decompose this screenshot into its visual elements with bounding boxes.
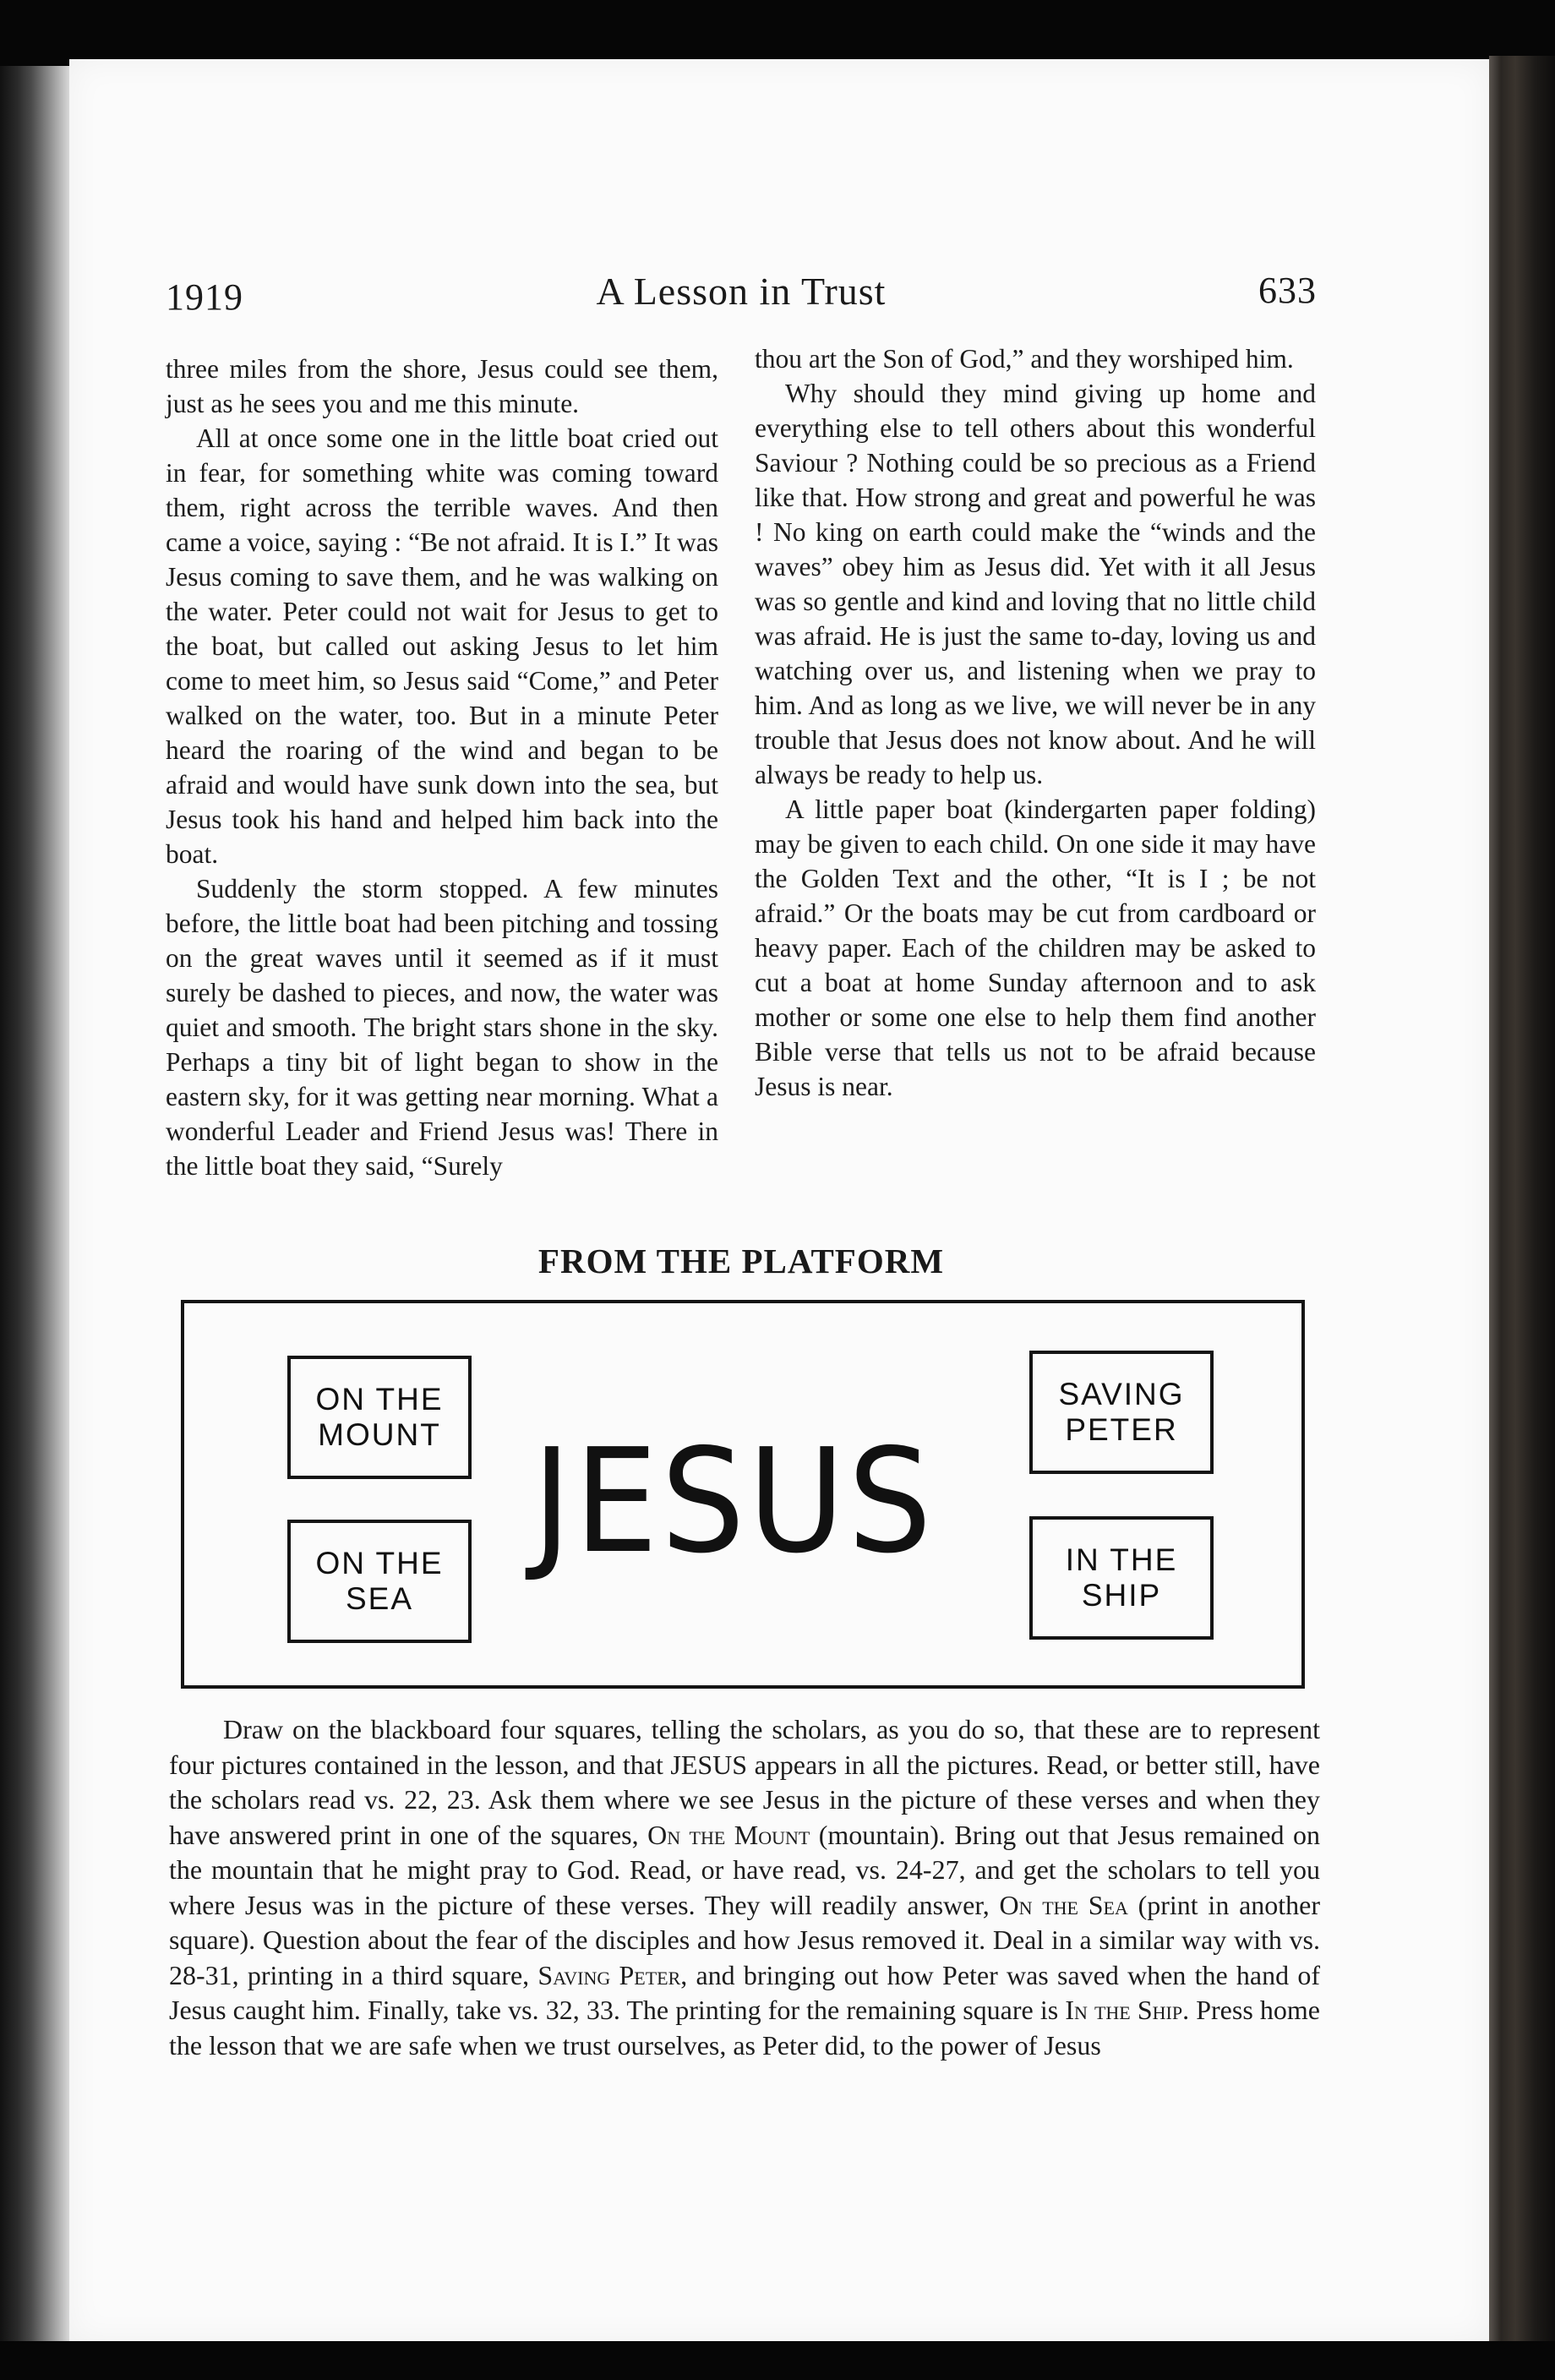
right-paragraph-1: thou art the Son of God,” and they worshiped him.: [755, 344, 1294, 374]
diagram-box-on-the-sea: [287, 1520, 472, 1643]
instructions-block: [169, 1712, 1320, 2063]
diagram-label-in-the-ship: IN THE SHIP: [1065, 1542, 1178, 1613]
left-paragraph-1: three miles from the shore, Jesus could see them, just as he sees you and me this minute.: [166, 354, 718, 418]
instructions-text-5: . Press home the lesson that we are safe when we trust ourselves, as Peter did, to the power of Jesus: [169, 1995, 1321, 2061]
book-binding-left-edge: [0, 66, 69, 2341]
running-head: [166, 269, 1317, 328]
diagram-box-on-the-mount: [287, 1356, 472, 1479]
instructions-paragraph: [169, 1712, 1320, 2063]
page-number: 633: [1258, 270, 1317, 311]
instructions-text-2: (mountain). Bring out that Jesus remained on the mountain that he might pray to God. Read, or have read, vs. 24-27, and get the scholars to tell you where Jesus was in the picture of these verses. They will readily answer,: [169, 1819, 1320, 1920]
right-paragraph-2: Why should they mind giving up home and everything else to tell others about this wonderful Saviour ? Nothing could be so precious as a Friend like that. How strong and great and powerful he was ! No king on earth could make the “winds and the waves” obey him as Jesus did. Yet with it all Jesus was so gentle and kind and loving that no little child was afraid. He is just the same to-day, loving us and watching over us, and listening when we pray to him. And as long as we live, we will never be in any trouble that Jesus does not know about. And he will always be ready to help us.: [755, 379, 1316, 789]
instructions-term-on-the-mount: On the Mount: [647, 1819, 810, 1850]
header-year: 1919: [166, 276, 243, 318]
instructions-term-saving-peter: Saving Peter: [537, 1959, 681, 1990]
right-paragraph-3: A little paper boat (kindergarten paper folding) may be given to each child. On one side it may have the Golden Text and the other, “It is I ; be not afraid.” Or the boats may be cut from cardboard or heavy paper. Each of the children may be asked to cut a boat at home Sunday afternoon and to ask mother or some one else to help them find another Bible verse that tells us not to be afraid because Jesus is near.: [755, 794, 1316, 1101]
scan-bottom-border: [0, 2341, 1555, 2380]
instructions-term-in-the-ship: In the Ship: [1065, 1995, 1183, 2025]
book-page-stack-right-edge: [1489, 56, 1555, 2341]
instructions-text-4: , and bringing out how Peter was saved when the hand of Jesus caught him. Finally, take vs. 32, 33. The printing for the remaining square is: [169, 1959, 1321, 2025]
header-title: A Lesson in Trust: [596, 270, 887, 313]
left-column: [166, 352, 718, 1183]
diagram-label-on-the-mount: ON THE MOUNT: [315, 1382, 444, 1452]
diagram-center-word: JESUS: [532, 1418, 936, 1586]
diagram-label-on-the-sea: ON THE SEA: [315, 1546, 444, 1616]
scan-top-border: [0, 0, 1555, 66]
left-paragraph-2: All at once some one in the little boat cried out in fear, for something white was coming toward them, right across the terrible waves. And then came a voice, saying : “Be not afraid. It is I.” It was Jesus coming to save them, and he was walking on the water. Peter could not wait for Jesus to get to the boat, but called out asking Jesus to let him come to meet him, so Jesus said “Come,” and Peter walked on the water, too. But in a minute Peter heard the roaring of the wind and began to be afraid and would have sunk down into the sea, but Jesus took his hand and helped him back into the boat.: [166, 423, 718, 869]
diagram-label-saving-peter: SAVING PETER: [1058, 1377, 1185, 1447]
blackboard-diagram: [181, 1300, 1305, 1689]
diagram-box-saving-peter: [1029, 1351, 1214, 1474]
right-column: [755, 341, 1316, 1104]
instructions-text-1: Draw on the blackboard four squares, telling the scholars, as you do so, that these are to represent four pictures contained in the lesson, and that JESUS appears in all the pictures. Read, or better still, have the scholars read vs. 22, 23. Ask them where we see Jesus in the picture of these verses and when they have answered print in one of the squares,: [169, 1714, 1320, 1850]
instructions-term-on-the-sea: On the Sea: [999, 1889, 1128, 1920]
left-paragraph-3: Suddenly the storm stopped. A few minutes before, the little boat had been pitching and tossing on the great waves until it seemed as if it must surely be dashed to pieces, and now, the water was quiet and smooth. The bright stars shone in the sky. Perhaps a tiny bit of light began to show in the eastern sky, for it was getting near morning. What a wonderful Leader and Friend Jesus was! There in the little boat they said, “Surely: [166, 874, 718, 1181]
diagram-box-in-the-ship: [1029, 1516, 1214, 1640]
section-heading: FROM THE PLATFORM: [537, 1242, 945, 1280]
instructions-text-3: (print in another square). Question about the fear of the disciples and how Jesus removed it. Deal in a similar way with vs. 28-31, printing in a third square,: [169, 1889, 1321, 1990]
